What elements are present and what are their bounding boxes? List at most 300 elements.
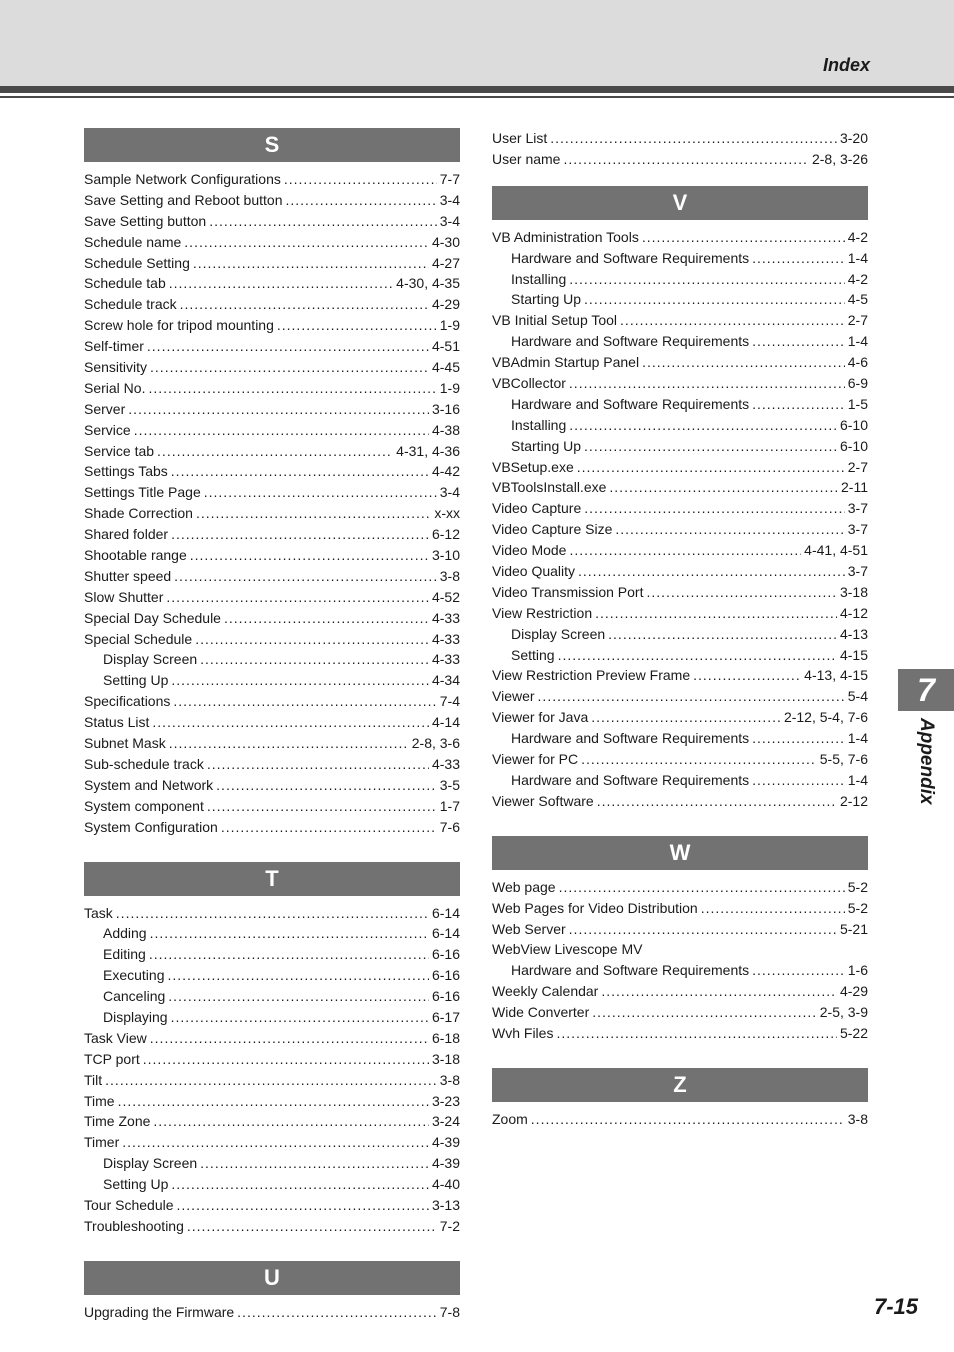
entry-term: Display Screen	[103, 1155, 198, 1172]
entry-term: Serial No.	[84, 379, 146, 396]
section-letter-w: W	[492, 836, 868, 870]
entry-page: 3-8	[847, 1110, 868, 1127]
entry-term: Service tab	[84, 442, 155, 459]
entry-page: 7-7	[439, 171, 460, 187]
entry-term: VBAdmin Startup Panel	[492, 354, 640, 371]
entry-term: Canceling	[103, 988, 166, 1005]
index-entry	[492, 519, 868, 540]
leader-dots	[168, 986, 429, 1007]
leader-dots	[147, 336, 429, 357]
entry-term: Zoom	[492, 1110, 528, 1127]
index-entry	[84, 420, 460, 441]
entry-term: Task	[84, 904, 113, 921]
entry-page: 6-10	[839, 437, 868, 454]
entry-page: 4-2	[847, 228, 868, 245]
index-section-t	[84, 862, 460, 1237]
index-entry	[492, 1023, 868, 1044]
entry-page: 5-5, 7-6	[819, 751, 868, 768]
entry-page: 6-18	[431, 1029, 460, 1046]
leader-dots	[285, 190, 436, 211]
section-letter-t: T	[84, 862, 460, 896]
entry-page: 2-12, 5-4, 7-6	[783, 709, 868, 726]
leader-dots	[558, 645, 837, 666]
running-header-title: Index	[822, 55, 870, 75]
leader-dots	[118, 1091, 429, 1112]
leader-dots	[556, 1023, 837, 1044]
entry-term: Viewer Software	[492, 792, 594, 809]
leader-dots	[584, 436, 837, 457]
leader-dots	[196, 503, 431, 524]
entry-page: 3-10	[431, 547, 460, 564]
index-subentry	[84, 944, 460, 965]
index-entry	[492, 1002, 868, 1023]
entry-term: Video Mode	[492, 542, 567, 559]
entry-page: 7-2	[439, 1217, 460, 1234]
entry-page: 4-15	[839, 646, 868, 663]
leader-dots	[591, 707, 781, 728]
index-entry	[84, 503, 460, 524]
entry-page: 3-7	[847, 521, 868, 538]
entry-page: 1-9	[439, 317, 460, 334]
entry-page: 5-4	[847, 688, 868, 705]
entry-term: Settings Tabs	[84, 463, 168, 480]
entry-page: 6-17	[431, 1008, 460, 1025]
leader-dots	[752, 248, 845, 269]
index-entry	[84, 1028, 460, 1049]
entry-term: Upgrading the Firmware	[84, 1303, 235, 1320]
leader-dots	[569, 540, 801, 561]
entry-page: 4-52	[431, 588, 460, 605]
index-subentry	[492, 624, 868, 645]
entry-page: 4-14	[431, 714, 460, 731]
index-subentry	[84, 1174, 460, 1195]
entry-page: 3-16	[431, 400, 460, 417]
entry-page: 4-6	[847, 354, 868, 371]
index-entry	[492, 707, 868, 728]
leader-dots	[620, 310, 845, 331]
entry-term: Starting Up	[511, 437, 582, 454]
leader-dots	[209, 211, 437, 232]
entry-term: Editing	[103, 946, 146, 963]
entry-page: 2-7	[847, 458, 868, 475]
leader-dots	[559, 877, 845, 898]
entry-term: Video Quality	[492, 563, 576, 580]
index-entry	[492, 603, 868, 624]
entry-term: Server	[84, 400, 126, 417]
index-subentry	[492, 728, 868, 749]
entry-page: 1-4	[847, 333, 868, 350]
entry-term: Specifications	[84, 693, 171, 710]
entry-term: View Restriction Preview Frame	[492, 667, 691, 684]
entry-page: 1-5	[847, 395, 868, 412]
entry-term: Tilt	[84, 1071, 103, 1088]
entry-page: 3-18	[839, 583, 868, 600]
entry-page: 4-29	[839, 983, 868, 1000]
index-subentry	[84, 649, 460, 670]
entry-term: Shade Correction	[84, 505, 193, 522]
entry-list-u-continued	[492, 128, 868, 170]
entry-page: 6-14	[431, 904, 460, 921]
index-subentry	[84, 986, 460, 1007]
entry-page: 4-33	[431, 630, 460, 647]
entry-page: 1-4	[847, 730, 868, 747]
entry-page: 3-24	[431, 1113, 460, 1130]
entry-term: Shared folder	[84, 526, 169, 543]
leader-dots	[577, 457, 845, 478]
entry-term: VB Administration Tools	[492, 228, 639, 245]
leader-dots	[150, 1028, 429, 1049]
index-entry	[492, 540, 868, 561]
section-letter-u: U	[84, 1261, 460, 1295]
leader-dots	[531, 1109, 845, 1130]
leader-dots	[224, 608, 429, 629]
index-entry	[84, 733, 460, 754]
entry-term: Display Screen	[103, 651, 198, 668]
entry-page: 6-16	[431, 988, 460, 1005]
index-entry	[84, 629, 460, 650]
leader-dots	[171, 670, 429, 691]
entry-term: Installing	[511, 270, 567, 287]
leader-dots	[693, 665, 801, 686]
entry-term: Subnet Mask	[84, 735, 166, 752]
leader-dots	[200, 649, 429, 670]
chapter-tab	[898, 669, 954, 711]
leader-dots	[187, 1216, 437, 1237]
index-entry	[492, 498, 868, 519]
index-entry	[84, 294, 460, 315]
entry-page: 3-7	[847, 563, 868, 580]
entry-page: 4-29	[431, 296, 460, 313]
entry-term: User name	[492, 150, 561, 167]
leader-dots	[701, 898, 845, 919]
leader-dots	[207, 796, 437, 817]
leader-dots	[200, 1153, 429, 1174]
index-entry	[84, 817, 460, 838]
index-entry	[492, 665, 868, 686]
entry-term: User List	[492, 130, 548, 146]
leader-dots	[150, 357, 429, 378]
leader-dots	[752, 960, 845, 981]
entry-page: 3-13	[431, 1196, 460, 1213]
leader-dots	[615, 519, 844, 540]
leader-dots	[642, 227, 845, 248]
entry-page: 4-13	[839, 625, 868, 642]
entry-page: 4-41, 4-51	[804, 542, 868, 559]
header-band	[0, 0, 954, 86]
entry-term: TCP port	[84, 1050, 140, 1067]
index-subentry	[492, 436, 868, 457]
entry-term: Video Capture	[492, 500, 582, 517]
entry-term: Save Setting button	[84, 212, 207, 229]
index-entry	[84, 1132, 460, 1153]
entry-page: 2-8, 3-6	[411, 735, 460, 752]
entry-page: 1-9	[439, 379, 460, 396]
entry-page: 7-8	[439, 1303, 460, 1320]
entry-page: 3-8	[439, 1071, 460, 1088]
entry-page: 7-4	[439, 693, 460, 710]
leader-dots	[601, 981, 837, 1002]
leader-dots	[152, 712, 429, 733]
leader-dots	[167, 965, 428, 986]
entry-page: 4-33	[431, 651, 460, 668]
leader-dots	[752, 394, 845, 415]
entry-term: Schedule tab	[84, 275, 166, 292]
leader-dots	[597, 791, 837, 812]
entry-term: VBCollector	[492, 375, 566, 392]
index-entry	[84, 1216, 460, 1237]
leader-dots	[642, 352, 845, 373]
index-entry	[84, 273, 460, 294]
entry-term: Special Day Schedule	[84, 609, 221, 626]
entry-term: Video Capture Size	[492, 521, 613, 538]
index-section-s	[84, 128, 460, 838]
leader-dots	[171, 461, 429, 482]
index-entry	[492, 457, 868, 478]
entry-page: 4-27	[431, 254, 460, 271]
leader-dots	[284, 169, 437, 190]
index-entry	[492, 1109, 868, 1130]
leader-dots	[216, 775, 437, 796]
entry-term: System and Network	[84, 776, 214, 793]
entry-term: Hardware and Software Requirements	[511, 395, 750, 412]
index-entry	[84, 482, 460, 503]
entry-page: 1-4	[847, 249, 868, 266]
leader-dots	[752, 331, 845, 352]
leader-dots	[569, 919, 837, 940]
entry-page: 5-21	[839, 920, 868, 937]
leader-dots	[171, 524, 429, 545]
entry-term: Displaying	[103, 1008, 168, 1025]
leader-dots	[134, 420, 429, 441]
index-entry	[84, 232, 460, 253]
index-section-w	[492, 836, 868, 1044]
leader-dots	[204, 482, 437, 503]
entry-list-u	[84, 1302, 460, 1323]
leader-dots	[195, 629, 429, 650]
entry-page: 1-7	[439, 797, 460, 814]
entry-page: 4-33	[431, 609, 460, 626]
entry-page: 6-14	[431, 925, 460, 942]
index-entry	[492, 561, 868, 582]
index-section-u-continued	[492, 128, 868, 170]
leader-dots	[578, 561, 845, 582]
index-entry	[84, 566, 460, 587]
entry-term: Schedule name	[84, 233, 182, 250]
entry-term: WebView Livescope MV	[492, 941, 643, 958]
leader-dots	[538, 686, 845, 707]
entry-list-w	[492, 877, 868, 1044]
leader-dots	[148, 378, 436, 399]
entry-term: Video Transmission Port	[492, 583, 644, 600]
entry-term: Viewer	[492, 688, 535, 705]
index-entry	[492, 310, 868, 331]
chapter-number: 7	[917, 671, 935, 708]
index-entry	[84, 524, 460, 545]
entry-term: Adding	[103, 925, 147, 942]
leader-dots	[569, 415, 837, 436]
entry-term: Troubleshooting	[84, 1217, 184, 1234]
entry-page: 5-22	[839, 1024, 868, 1041]
entry-page: 4-12	[839, 604, 868, 621]
entry-page: 3-18	[431, 1050, 460, 1067]
entry-term: Installing	[511, 416, 567, 433]
entry-page: 6-10	[839, 416, 868, 433]
leader-dots	[584, 289, 845, 310]
entry-page: 3-4	[439, 191, 460, 208]
entry-term: Hardware and Software Requirements	[511, 730, 750, 747]
index-entry	[492, 477, 868, 498]
entry-page: 5-2	[847, 878, 868, 895]
index-column-left	[84, 128, 460, 1323]
entry-page: 4-31, 4-36	[396, 442, 460, 459]
entry-term: Schedule Setting	[84, 254, 190, 271]
leader-dots	[143, 1049, 429, 1070]
entry-term: Save Setting and Reboot button	[84, 191, 283, 208]
leader-dots	[752, 728, 845, 749]
entry-term: VBToolsInstall.exe	[492, 479, 607, 496]
index-subentry	[492, 394, 868, 415]
index-entry	[84, 1070, 460, 1091]
entry-term: Weekly Calendar	[492, 983, 599, 1000]
section-letter-v: V	[492, 186, 868, 220]
entry-page: 3-20	[839, 130, 868, 146]
leader-dots	[157, 441, 393, 462]
leader-dots	[122, 1132, 429, 1153]
index-subentry	[492, 770, 868, 791]
entry-term: Shutter speed	[84, 567, 172, 584]
index-entry	[492, 981, 868, 1002]
entry-term: Service	[84, 421, 131, 438]
entry-term: Time	[84, 1092, 115, 1109]
index-entry	[492, 686, 868, 707]
index-entry	[492, 128, 868, 149]
index-subentry	[492, 331, 868, 352]
entry-term: Viewer for PC	[492, 751, 579, 768]
entry-term: Shootable range	[84, 547, 187, 564]
index-entry	[84, 712, 460, 733]
index-entry	[492, 149, 868, 170]
entry-term: Settings Title Page	[84, 484, 201, 501]
entry-term: Hardware and Software Requirements	[511, 771, 750, 788]
entry-list-s	[84, 169, 460, 838]
index-subentry	[84, 923, 460, 944]
section-letter-z: Z	[492, 1068, 868, 1102]
index-section-z	[492, 1068, 868, 1130]
entry-page: 3-8	[439, 567, 460, 584]
entry-term: Setting Up	[103, 672, 169, 689]
entry-page: 4-51	[431, 338, 460, 355]
entry-term: VB Initial Setup Tool	[492, 312, 618, 329]
page-number: 7-15	[873, 1294, 918, 1319]
entry-term: Task View	[84, 1029, 147, 1046]
entry-page: 2-8, 3-26	[811, 150, 868, 167]
entry-term: Hardware and Software Requirements	[511, 249, 750, 266]
leader-dots	[169, 273, 393, 294]
entry-page: 7-6	[439, 818, 460, 835]
entry-page: 4-40	[431, 1176, 460, 1193]
entry-term: Slow Shutter	[84, 588, 164, 605]
leader-dots	[277, 315, 437, 336]
entry-term: Viewer for Java	[492, 709, 589, 726]
index-entry	[492, 898, 868, 919]
entry-term: Sub-schedule track	[84, 755, 204, 772]
leader-dots	[190, 545, 429, 566]
index-entry	[84, 754, 460, 775]
index-entry	[84, 691, 460, 712]
index-entry	[492, 749, 868, 770]
entry-page: 6-16	[431, 946, 460, 963]
leader-dots	[207, 754, 429, 775]
leader-dots	[569, 269, 845, 290]
entry-page: 3-7	[847, 500, 868, 517]
index-subentry	[84, 965, 460, 986]
entry-page: 4-30, 4-35	[396, 275, 460, 292]
entry-list-t	[84, 903, 460, 1237]
entry-page: 4-39	[431, 1155, 460, 1172]
entry-term: Wide Converter	[492, 1004, 590, 1021]
index-entry	[492, 582, 868, 603]
leader-dots	[150, 923, 429, 944]
index-column-right	[492, 128, 868, 1130]
index-section-u	[84, 1261, 460, 1323]
entry-term: System component	[84, 797, 204, 814]
index-section-v	[492, 186, 868, 812]
leader-dots	[193, 253, 429, 274]
entry-term: Hardware and Software Requirements	[511, 333, 750, 350]
index-entry	[84, 545, 460, 566]
index-entry	[84, 903, 460, 924]
leader-dots	[569, 373, 845, 394]
index-entry	[492, 227, 868, 248]
section-letter-s: S	[84, 128, 460, 162]
entry-page: 4-33	[431, 755, 460, 772]
leader-dots	[608, 624, 837, 645]
index-entry	[84, 587, 460, 608]
entry-page: 4-30	[431, 233, 460, 250]
index-entry	[84, 775, 460, 796]
index-entry	[84, 461, 460, 482]
leader-dots	[169, 733, 409, 754]
entry-page: 2-11	[841, 479, 868, 496]
leader-dots	[128, 399, 429, 420]
entry-page: 4-34	[431, 672, 460, 689]
index-entry	[84, 190, 460, 211]
index-entry	[84, 1049, 460, 1070]
entry-term: Setting	[511, 646, 555, 663]
index-entry	[84, 336, 460, 357]
entry-page: x-xx	[434, 505, 460, 522]
entry-page: 4-45	[431, 359, 460, 376]
entry-page: 4-38	[431, 421, 460, 438]
entry-page: 4-39	[431, 1134, 460, 1151]
index-entry	[84, 211, 460, 232]
index-subentry	[84, 1007, 460, 1028]
entry-page: 1-4	[847, 771, 868, 788]
entry-term: System Configuration	[84, 818, 218, 835]
entry-term: Hardware and Software Requirements	[511, 962, 750, 979]
entry-page: 3-23	[431, 1092, 460, 1109]
entry-term: View Restriction	[492, 604, 593, 621]
leader-dots	[105, 1070, 437, 1091]
entry-page: 3-5	[439, 776, 460, 793]
leader-dots	[166, 587, 429, 608]
leader-dots	[221, 817, 437, 838]
entry-term: Status List	[84, 714, 150, 731]
index-entry	[492, 373, 868, 394]
index-entry	[84, 1195, 460, 1216]
entry-term: Display Screen	[511, 625, 606, 642]
index-subentry	[492, 645, 868, 666]
